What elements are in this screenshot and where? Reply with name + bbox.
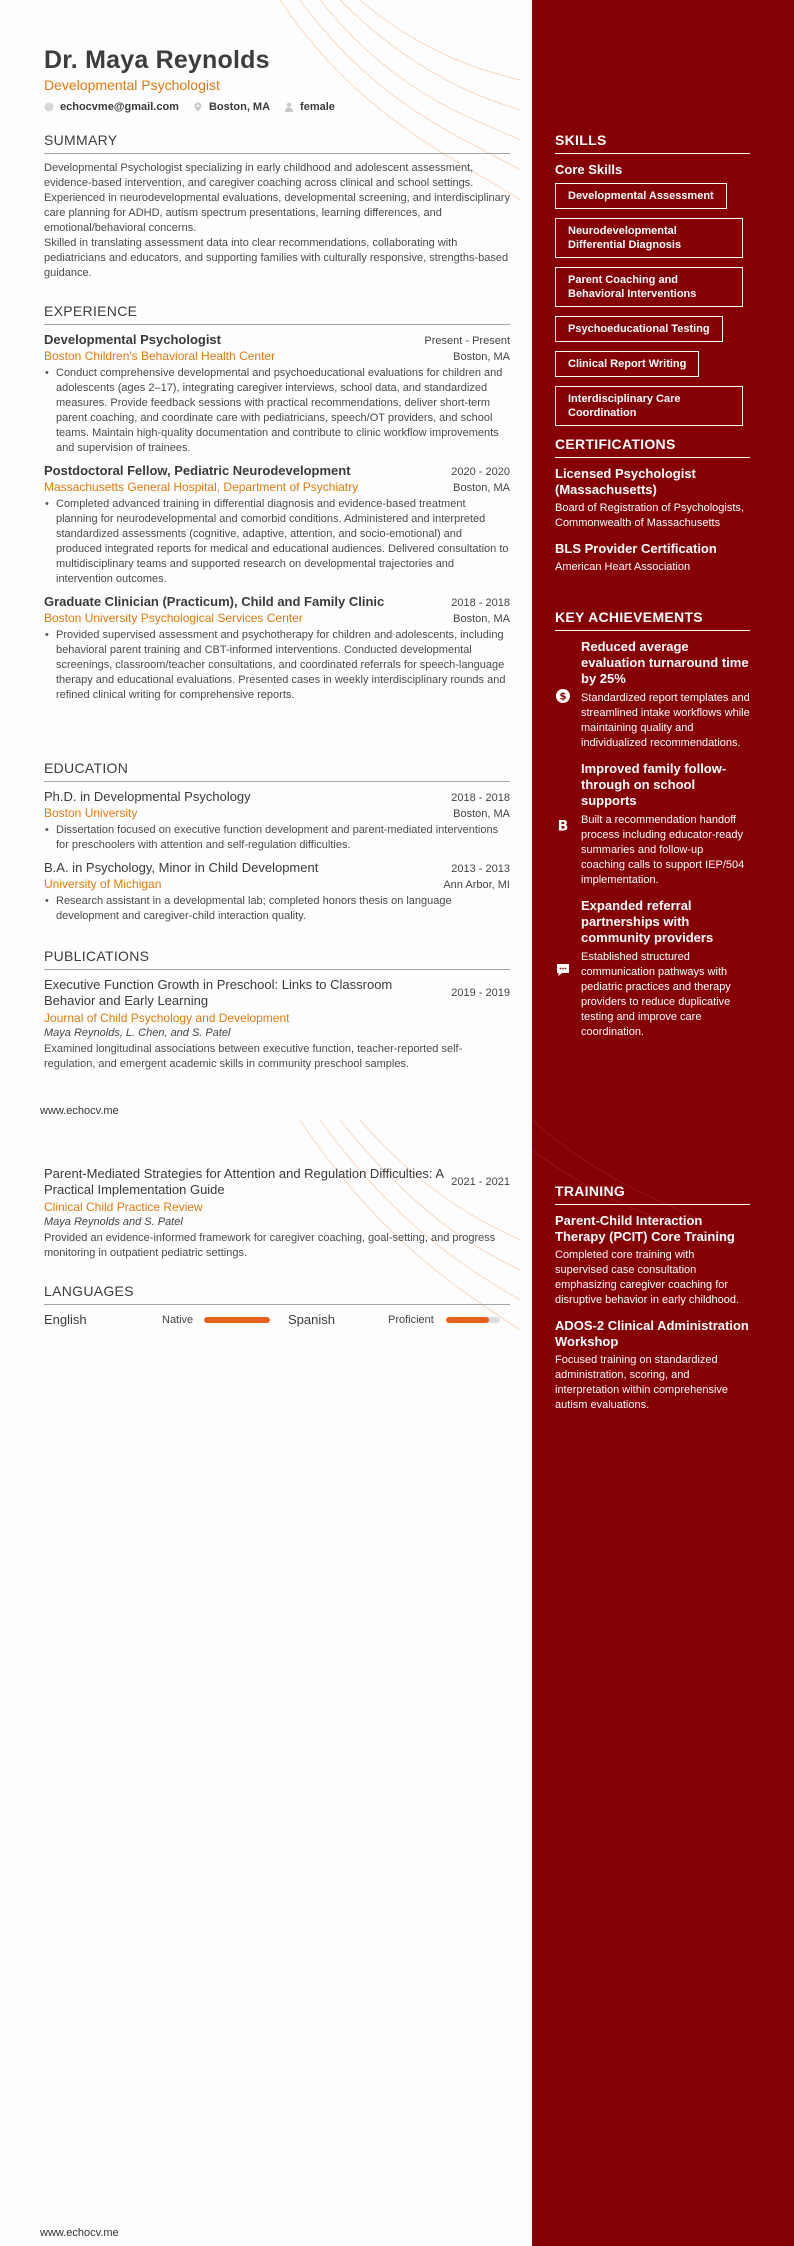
publications-section [44, 948, 510, 1072]
certification-entry [555, 466, 750, 531]
language-level: Proficient [388, 1313, 434, 1326]
training-heading: TRAINING [555, 1183, 750, 1205]
language-name: Spanish [288, 1312, 335, 1327]
location-text: Boston, MA [208, 101, 271, 113]
degree-title: Ph.D. in Developmental Psychology [44, 789, 251, 804]
skills-category: Core Skills [555, 162, 623, 177]
publications-heading: PUBLICATIONS [44, 948, 510, 970]
job-title: Developmental Psychologist [44, 332, 221, 347]
experience-section [44, 303, 510, 703]
contact-email[interactable] [44, 101, 179, 113]
achievement-entry [555, 639, 750, 751]
skill-tag: Neurodevelopmental Differential Diagnosis [555, 218, 743, 258]
chat-icon [555, 900, 571, 1040]
skill-tag: Psychoeducational Testing [555, 316, 723, 342]
person-icon [284, 102, 294, 112]
degree-title: B.A. in Psychology, Minor in Child Development [44, 860, 319, 875]
school-location: Boston, MA [453, 808, 510, 820]
publication-journal: Journal of Child Psychology and Development [44, 1011, 290, 1025]
achievements-heading: KEY ACHIEVEMENTS [555, 609, 750, 631]
certifications-section [555, 436, 750, 575]
job-location: Boston, MA [453, 351, 510, 363]
achievement-entry [555, 898, 750, 1040]
publication-authors: Maya Reynolds and S. Patel [44, 1216, 183, 1228]
footer-site-link[interactable]: www.echocv.me [40, 1105, 119, 1117]
job-date: 2020 - 2020 [451, 466, 510, 478]
experience-heading: EXPERIENCE [44, 303, 510, 325]
skills-heading: SKILLS [555, 132, 750, 154]
education-bullet: • Research assistant in a developmental lab; completed honors thesis on language development and caregiver-child interaction quality. [44, 894, 510, 924]
achievement-description: Standardized report templates and streamlined intake workflows while maintaining quality and individualized recommendations. [581, 692, 750, 749]
language-name: English [44, 1312, 87, 1327]
certification-issuer: Board of Registration of Psychologists, Commonwealth of Massachusetts [555, 502, 744, 529]
job-organization: Massachusetts General Hospital, Department of Psychiatry [44, 480, 359, 494]
job-organization: Boston University Psychological Services Center [44, 611, 303, 625]
gender-text: female [300, 101, 335, 113]
skill-tag: Clinical Report Writing [555, 351, 699, 377]
email-icon [44, 102, 54, 112]
contact-location [193, 101, 270, 113]
education-entry [44, 789, 510, 853]
job-date: Present - Present [424, 335, 510, 347]
school-name: Boston University [44, 806, 138, 820]
education-entry [44, 860, 510, 924]
job-location: Boston, MA [453, 482, 510, 494]
job-bullet: • Completed advanced training in differential diagnosis and evidence-based treatment planning for neurodevelopmental and comorbid conditions. Administered and interpreted standardized assessments (cognitive, adaptive, attention, and socio-emotional) and produced integrated reports for medical and educational audiences. Delivered consultation to multidisciplinary teams and supported research on developmental trajectories and intervention outcomes. [44, 497, 510, 587]
job-title: Postdoctoral Fellow, Pediatric Neurodevelopment [44, 463, 351, 478]
publication-journal: Clinical Child Practice Review [44, 1200, 203, 1214]
letter-b-icon [555, 763, 571, 888]
training-entry [555, 1213, 750, 1308]
training-description: Focused training on standardized administration, scoring, and interpretation within comprehensive autism evaluations. [555, 1354, 729, 1411]
header [44, 46, 510, 113]
candidate-role: Developmental Psychologist [44, 77, 220, 93]
contact-row [44, 101, 510, 113]
footer-site-link[interactable]: www.echocv.me [40, 2227, 119, 2239]
achievement-title: Improved family follow-through on school supports [581, 761, 727, 808]
school-location: Ann Arbor, MI [443, 879, 510, 891]
contact-gender [284, 101, 335, 113]
language-proficiency-fill [446, 1317, 489, 1323]
svg-text:B: B [557, 818, 569, 835]
dollar-icon [555, 641, 571, 751]
achievement-title: Expanded referral partnerships with community providers [581, 898, 714, 945]
training-section [555, 1183, 750, 1413]
education-date: 2013 - 2013 [451, 863, 510, 875]
job-bullet: • Conduct comprehensive developmental and psychoeducational evaluations for children and adolescents (ages 2–17), integrating caregiver interviews, school data, and standardized measures. Provide feedback sessions with practical recommendations, deliver short-term parent coaching, and coordinate care with pediatricians, speech/OT providers, and school teams. Maintain high-quality documentation and contribute to clinic workflow improvements and supervision of trainees. [44, 366, 510, 456]
languages-section [44, 1283, 510, 1327]
certification-entry [555, 541, 750, 575]
job-organization: Boston Children's Behavioral Health Center [44, 349, 276, 363]
job-title: Graduate Clinician (Practicum), Child and Family Clinic [44, 594, 385, 609]
email-text: echocvme@gmail.com [60, 101, 179, 113]
achievement-description: Built a recommendation handoff process including educator-ready summaries and follow-up coaching calls to support IEP/504 implementation. [581, 814, 745, 886]
language-level: Native [162, 1313, 194, 1326]
language-proficiency-bar [204, 1317, 270, 1323]
publication-date: 2021 - 2021 [451, 1176, 510, 1188]
achievement-entry [555, 761, 750, 888]
summary-paragraph: Skilled in translating assessment data into clear recommendations, collaborating with pediatricians and educators, and supporting families with culturally responsive, strengths-based guidance. [44, 237, 509, 279]
publication-title: Parent-Mediated Strategies for Attention and Regulation Difficulties: A Practical Implementation Guide [44, 1166, 444, 1197]
certifications-heading: CERTIFICATIONS [555, 436, 750, 458]
education-bullet: • Dissertation focused on executive function development and parent-mediated interventions for preschoolers with attention and self-regulation difficulties. [44, 823, 510, 853]
languages-heading: LANGUAGES [44, 1283, 510, 1305]
education-heading: EDUCATION [44, 760, 510, 782]
skill-tag: Developmental Assessment [555, 183, 727, 209]
training-entry [555, 1318, 750, 1413]
achievement-title: Reduced average evaluation turnaround time by 25% [581, 639, 749, 686]
job-bullet: • Provided supervised assessment and psychotherapy for children and adolescents, including behavioral parent training and CBT-informed interventions. Conducted developmental screenings, classroom/teacher consultations, and coordinated referrals for speech-language therapy and educational evaluations. Presented cases in weekly interdisciplinary rounds and refined clinical writing for comprehensive reports. [44, 628, 510, 703]
languages-row [44, 1312, 510, 1327]
training-description: Completed core training with supervised case consultation emphasizing caregiver coaching for disruptive behavior in early childhood. [555, 1249, 740, 1306]
skill-tag: Parent Coaching and Behavioral Interventions [555, 267, 743, 307]
summary-heading: SUMMARY [44, 132, 510, 154]
summary-paragraph: Experienced in neurodevelopmental evaluations, developmental screening, and interdisciplinary care planning for ADHD, autism spectrum presentations, learning differences, and emotional/behavioral concerns. [44, 192, 510, 234]
certification-title: Licensed Psychologist (Massachusetts) [555, 466, 696, 497]
location-pin-icon [193, 102, 203, 112]
language-proficiency-bar [446, 1317, 500, 1323]
achievements-section [555, 609, 750, 1050]
job-entry [44, 332, 510, 456]
school-name: University of Michigan [44, 877, 162, 891]
publication-title: Executive Function Growth in Preschool: Links to Classroom Behavior and Early Learning [44, 977, 393, 1008]
training-title: Parent-Child Interaction Therapy (PCIT) Core Training [555, 1213, 735, 1244]
publication-description: Examined longitudinal associations between executive function, teacher-reported self-regulation, and emergent academic skills in community preschool samples. [44, 1043, 463, 1070]
svg-text:$: $ [559, 691, 567, 703]
summary-paragraph: Developmental Psychologist specializing in early childhood and adolescent assessment, evidence-based intervention, and caregiver coaching across clinical and school settings. [44, 162, 474, 189]
training-title: ADOS-2 Clinical Administration Workshop [555, 1318, 749, 1349]
education-section [44, 760, 510, 924]
job-entry [44, 594, 510, 703]
publication-description: Provided an evidence-informed framework for caregiver coaching, goal-setting, and progress monitoring in outpatient pediatric settings. [44, 1232, 496, 1259]
job-entry [44, 463, 510, 587]
certification-title: BLS Provider Certification [555, 541, 717, 556]
publication-entry [44, 1166, 510, 1261]
summary-section [44, 132, 510, 281]
skills-section [555, 132, 750, 435]
job-location: Boston, MA [453, 613, 510, 625]
candidate-name: Dr. Maya Reynolds [44, 46, 270, 74]
achievement-description: Established structured communication pathways with pediatric practices and therapy providers to reduce duplicative testing and improve care coordination. [581, 951, 731, 1038]
skill-tag: Interdisciplinary Care Coordination [555, 386, 743, 426]
language-proficiency-fill [204, 1317, 270, 1323]
publication-authors: Maya Reynolds, L. Chen, and S. Patel [44, 1027, 231, 1039]
publication-date: 2019 - 2019 [451, 987, 510, 999]
job-date: 2018 - 2018 [451, 597, 510, 609]
education-date: 2018 - 2018 [451, 792, 510, 804]
certification-issuer: American Heart Association [555, 561, 691, 573]
publication-entry [44, 977, 510, 1072]
